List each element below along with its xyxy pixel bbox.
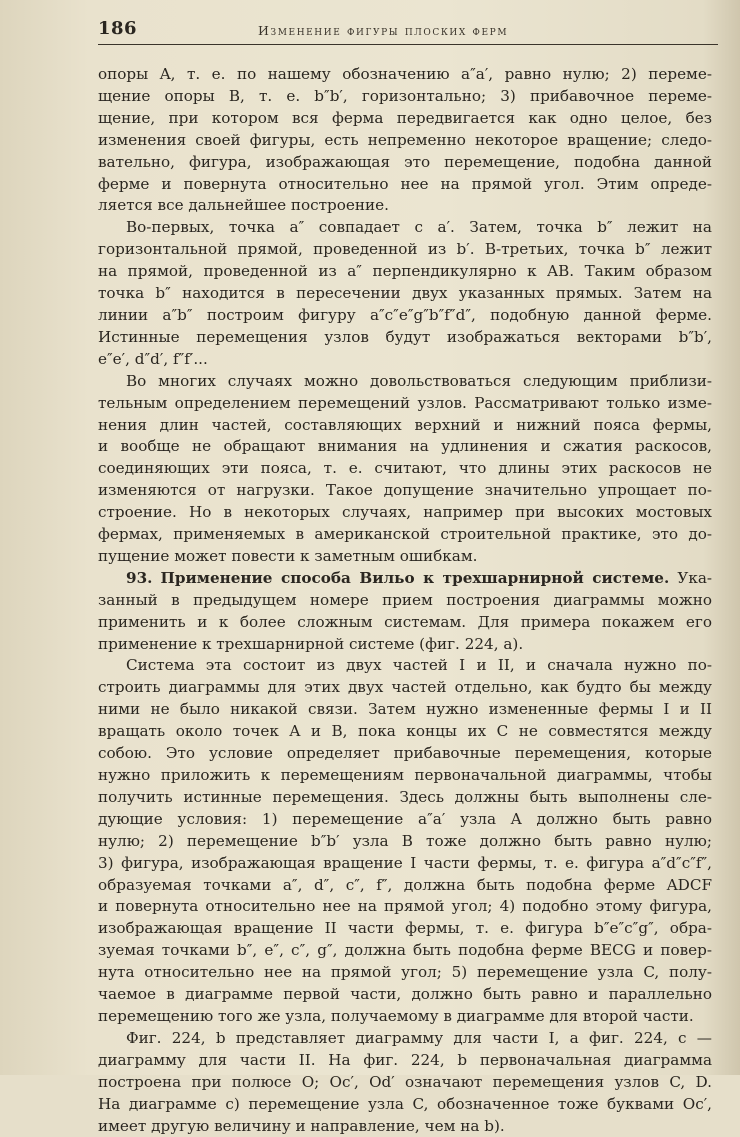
text-line: горизонтальной прямой, проведенной из b′. В-третьих, точка b″ лежит bbox=[98, 239, 712, 261]
text-line: соединяющих эти пояса, т. е. считают, что длины этих раскосов не bbox=[98, 458, 712, 480]
text-line: диаграмму для части II. На фиг. 224, b первоначальная диаграмма bbox=[98, 1050, 712, 1072]
text-line: линии a″b″ построим фигуру a″c″e″g″b″f″d″, подобную данной ферме. bbox=[98, 305, 712, 327]
paragraph bbox=[98, 64, 712, 217]
text-line: нужно приложить к перемещениям первоначальной диаграммы, чтобы bbox=[98, 765, 712, 787]
text-line: и вообще не обращают внимания на удлинения и сжатия раскосов, bbox=[98, 436, 712, 458]
text-line: нута относительно нее на прямой угол; 5) перемещение узла C, полу- bbox=[98, 962, 712, 984]
section-number: 93. bbox=[126, 569, 152, 587]
text-line: Система эта состоит из двух частей I и II, и сначала нужно по- bbox=[98, 655, 712, 677]
text-line: e″e′, d″d′, f″f′... bbox=[98, 349, 712, 371]
page-header bbox=[98, 18, 718, 45]
text-line: изображающая вращение II части фермы, т. е. фигура b″e″c″g″, обра- bbox=[98, 918, 712, 940]
text-line: вращать около точек A и B, пока концы их C не совместятся между bbox=[98, 721, 712, 743]
text-line: пущение может повести к заметным ошибкам. bbox=[98, 546, 712, 568]
text-line: фермах, применяемых в американской строительной практике, это до- bbox=[98, 524, 712, 546]
text-line: нения длин частей, составляющих верхний и нижний пояса фермы, bbox=[98, 415, 712, 437]
text-line: занный в предыдущем номере прием построения диаграммы можно bbox=[98, 590, 712, 612]
text-line: чаемое в диаграмме первой части, должно быть равно и параллельно bbox=[98, 984, 712, 1006]
text-line: зуемая точками b″, e″, c″, g″, должна быть подобна ферме BECG и повер- bbox=[98, 940, 712, 962]
text-line: получить истинные перемещения. Здесь должны быть выполнены сле- bbox=[98, 787, 712, 809]
text-line: изменения своей фигуры, есть непременно некоторое вращение; следо- bbox=[98, 130, 712, 152]
text-line: ферме и повернута относительно нее на прямой угол. Этим опреде- bbox=[98, 174, 712, 196]
section-title: Применение способа Вильо к трехшарнирной системе. bbox=[161, 569, 670, 587]
text-line: построена при полюсе O; Oc′, Od′ означают перемещения узлов C, D. bbox=[98, 1072, 712, 1094]
text-line: Во многих случаях можно довольствоваться следующим приблизи- bbox=[98, 371, 712, 393]
text-line: имеет другую величину и направление, чем на b). bbox=[98, 1116, 712, 1137]
text-line: и повернута относительно нее на прямой угол; 4) подобно этому фигура, bbox=[98, 896, 712, 918]
text-line: ляется все дальнейшее построение. bbox=[98, 195, 712, 217]
text-line: тельным определением перемещений узлов. Рассматривают только изме- bbox=[98, 393, 712, 415]
text-line: Во-первых, точка a″ совпадает с a′. Затем, точка b″ лежит на bbox=[98, 217, 712, 239]
text-line: щение опоры B, т. е. b″b′, горизонтально; 3) прибавочное переме- bbox=[98, 86, 712, 108]
text-line: вательно, фигура, изображающая это перемещение, подобна данной bbox=[98, 152, 712, 174]
text-line: точка b″ находится в пересечении двух указанных прямых. Затем на bbox=[98, 283, 712, 305]
paragraph bbox=[98, 568, 712, 656]
paragraph bbox=[98, 217, 712, 370]
text-line: опоры A, т. е. по нашему обозначению a″a′, равно нулю; 2) переме- bbox=[98, 64, 712, 86]
running-title: Изменение фигуры плоских ферм bbox=[258, 23, 508, 38]
text-line: перемещению того же узла, получаемому в диаграмме для второй части. bbox=[98, 1006, 712, 1028]
text-line: дующие условия: 1) перемещение a″a′ узла A должно быть равно bbox=[98, 809, 712, 831]
text-line: 3) фигура, изображающая вращение I части фермы, т. е. фигура a″d″c″f″, bbox=[98, 853, 712, 875]
text-line: Фиг. 224, b представляет диаграмму для части I, а фиг. 224, c — bbox=[98, 1028, 712, 1050]
text-line: на прямой, проведенной из a″ перпендикулярно к AB. Таким образом bbox=[98, 261, 712, 283]
text-line: Истинные перемещения узлов будут изображаться векторами b″b′, bbox=[98, 327, 712, 349]
text-line: строить диаграммы для этих двух частей отдельно, как будто бы между bbox=[98, 677, 712, 699]
text-fragment: Ука- bbox=[669, 569, 712, 587]
page-number: 186 bbox=[98, 18, 137, 39]
text-line: строение. Но в некоторых случаях, например при высоких мостовых bbox=[98, 502, 712, 524]
page-body bbox=[98, 64, 712, 1137]
paragraph bbox=[98, 655, 712, 1027]
text-line: собою. Это условие определяет прибавочные перемещения, которые bbox=[98, 743, 712, 765]
text-line: изменяются от нагрузки. Такое допущение значительно упрощает по- bbox=[98, 480, 712, 502]
paragraph bbox=[98, 1028, 712, 1137]
section-heading-line bbox=[98, 568, 712, 590]
text-line: применение к трехшарнирной системе (фиг. 224, a). bbox=[98, 634, 712, 656]
text-line: нулю; 2) перемещение b″b′ узла B тоже должно быть равно нулю; bbox=[98, 831, 712, 853]
text-line: На диаграмме c) перемещение узла C, обозначенное тоже буквами Oc′, bbox=[98, 1094, 712, 1116]
text-line: ними не было никакой связи. Затем нужно измененные фермы I и II bbox=[98, 699, 712, 721]
text-line: щение, при котором вся ферма передвигается как одно целое, без bbox=[98, 108, 712, 130]
text-line: образуемая точками a″, d″, c″, f″, должна быть подобна ферме ADCF bbox=[98, 875, 712, 897]
text-line: применить и к более сложным системам. Для примера покажем его bbox=[98, 612, 712, 634]
paragraph bbox=[98, 371, 712, 568]
